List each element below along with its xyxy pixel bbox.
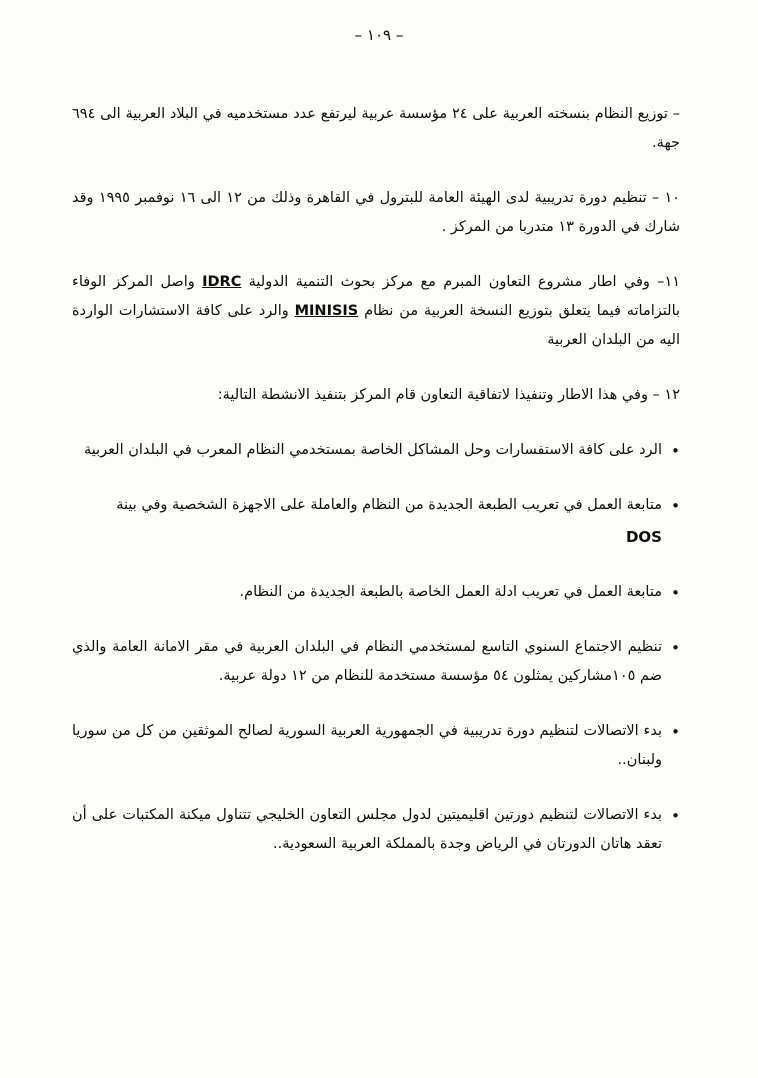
paragraph-item-11-text-middle: واصل المركز الوفاء بالتزاماته فيما يتعلق بتوزيع النسخة العربية من نظام xyxy=(72,274,681,319)
bullet-manuals-text: متابعة العمل في تعريب ادلة العمل الخاصة بالطبعة الجديدة من النظام. xyxy=(239,584,662,600)
page-number: – ١٠٩ – xyxy=(354,26,404,44)
list-item xyxy=(72,717,680,775)
list-item xyxy=(72,491,680,552)
list-item xyxy=(72,633,680,691)
list-item xyxy=(72,436,680,465)
acronym-dos: DOS xyxy=(625,528,662,546)
paragraph-item-12: ١٢ – وفي هذا الاطار وتنفيذا لاتفاقية التعاون قام المركز بتنفيذ الانشطة التالية: xyxy=(217,387,680,403)
list-item xyxy=(72,578,680,607)
acronym-idrc: IDRC xyxy=(202,274,242,290)
paragraph-item-11-text-before: ١١– وفي اطار مشروع التعاون المبرم مع مركز بحوث التنمية الدولية xyxy=(248,274,681,290)
acronym-minisis: MINISIS xyxy=(294,303,359,319)
bullet-annual-meeting-text: تنظيم الاجتماع السنوي التاسع لمستخدمي النظام في البلدان العربية في مقر الامانة العامة والذي ضم ١٠٥مشاركين يمثلون ٥٤ مؤسسة مستخدمة للنظام من ١٢ دولة عربية. xyxy=(72,639,662,684)
paragraph-item-11 xyxy=(72,268,680,355)
bullet-syria-training-text: بدء الاتصالات لتنظيم دورة تدريبية في الجمهورية العربية السورية لصالح الموثقين من كل من سوريا ولبنان.. xyxy=(72,723,662,768)
list-item xyxy=(72,801,680,859)
paragraph-item-11-text-after: والرد على كافة الاستشارات الواردة اليه من البلدان العربية xyxy=(72,303,680,348)
bullet-support-text: الرد على كافة الاستفسارات وحل المشاكل الخاصة بمستخدمي النظام المعرب في البلدان العربية xyxy=(84,442,662,458)
bullet-arabization-text: متابعة العمل في تعريب الطبعة الجديدة من النظام والعاملة على الاجهزة الشخصية وفي بينة xyxy=(116,497,662,513)
paragraph-distribution: – توزيع النظام بنسخته العربية على ٢٤ مؤسسة عربية ليرتفع عدد مستخدميه في البلاد العربية الى ٦٩٤ جهة. xyxy=(72,106,680,151)
bullet-gulf-courses-text: بدء الاتصالات لتنظيم دورتين اقليميتين لدول مجلس التعاون الخليجي تتناول ميكنة المكتبات على أن تعقد هاتان الدورتان في الرياض وجدة بالمملكة العربية السعودية.. xyxy=(72,807,662,852)
document-body xyxy=(72,100,680,885)
paragraph-item-10: ١٠ – تنظيم دورة تدريبية لدى الهيئة العامة للبترول في القاهرة وذلك من ١٢ الى ١٦ نوفمبر ١٩٩٥ وقد شارك في الدورة ١٣ متدربا من المركز . xyxy=(72,190,681,235)
